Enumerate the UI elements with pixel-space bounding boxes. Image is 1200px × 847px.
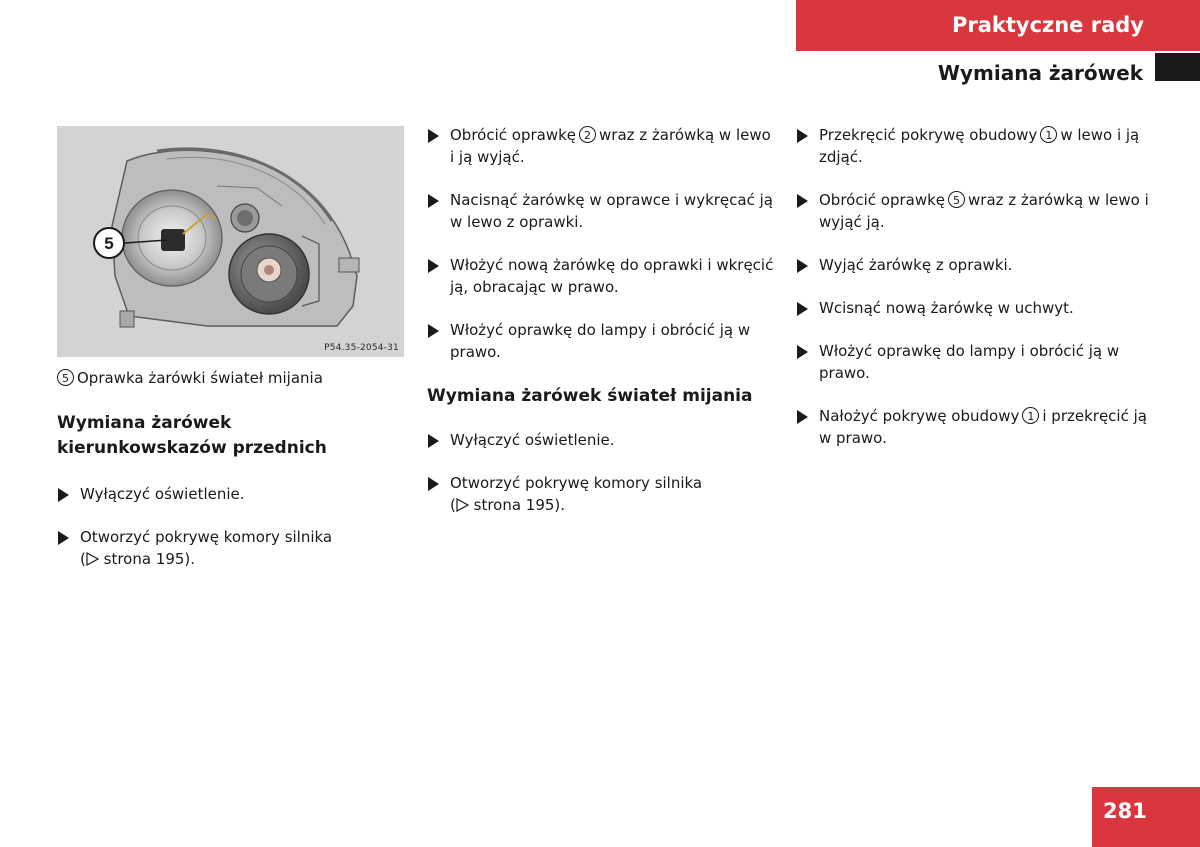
list-item [796,189,1151,233]
list-item [796,124,1151,168]
list-item [796,297,1151,319]
page-reference-icon [456,498,469,512]
list-item [427,189,777,233]
step-text: Otworzyć pokrywę komory silnika [80,528,333,546]
caption-text: Oprawka żarówki świateł mijania [77,369,323,387]
list-item [796,405,1151,449]
low-beam-section-title: Wymiana żarówek świateł mijania [427,386,753,406]
ref-open: ( [80,550,86,568]
step-arrow-icon [797,345,808,359]
step-arrow-icon [428,194,439,208]
step-text: i przekręcić ją w prawo. [819,407,1147,447]
step-arrow-icon [58,531,69,545]
section-header-tab [796,0,1200,51]
callout-number: 5 [104,234,114,253]
step-arrow-icon [428,324,439,338]
ref-open: ( [450,496,456,514]
step-text: Nacisnąć żarówkę w oprawce i wykręcać ją w lewo z oprawki. [450,191,773,231]
right-column [796,124,1151,470]
step-text: wraz z żarówką w lewo i wyjąć ją. [819,191,1149,231]
figure-code: P54.35-2054-31 [324,343,399,353]
page-number-tab [1092,787,1200,847]
headlamp-illustration [57,126,404,357]
circled-number: 1 [1022,407,1039,424]
page-reference-link[interactable]: strona 195). [468,496,566,514]
step-text: Włożyć oprawkę do lampy i obrócić ją w prawo. [819,342,1120,382]
step-arrow-icon [428,129,439,143]
step-arrow-icon [428,477,439,491]
step-arrow-icon [797,129,808,143]
step-arrow-icon [797,259,808,273]
step-arrow-icon [58,488,69,502]
step-text: Wyjąć żarówkę z oprawki. [819,256,1013,274]
step-text: wraz z żarówką w lewo i ją wyjąć. [450,126,771,166]
page-reference-icon [86,552,99,566]
step-text: Wyłączyć oświetlenie. [450,431,615,449]
step-text: Obrócić oprawkę [450,126,577,144]
circled-number: 5 [948,191,965,208]
step-text: Włożyć oprawkę do lampy i obrócić ją w prawo. [450,321,751,361]
list-item [427,254,777,298]
left-column [57,367,397,591]
circled-number: 1 [1040,126,1057,143]
step-arrow-icon [797,410,808,424]
step-text: Otworzyć pokrywę komory silnika [450,474,703,492]
step-text: w lewo i ją zdjąć. [819,126,1140,166]
circled-number: 5 [57,369,74,386]
page-reference-link[interactable]: strona 195). [98,550,196,568]
step-text: Nałożyć pokrywę obudowy [819,407,1020,425]
middle-column [427,124,777,537]
list-item [427,429,777,451]
step-text: Włożyć nową żarówkę do oprawki i wkręcić ją, obracając w prawo. [450,256,774,296]
section-title: Praktyczne rady [951,13,1144,37]
page-number: 281 [1103,799,1147,823]
list-item [427,472,777,516]
step-arrow-icon [428,259,439,273]
figure-caption [57,367,397,389]
headlamp-drawing [57,126,404,357]
step-text: Wyłączyć oświetlenie. [80,485,245,503]
step-arrow-icon [428,434,439,448]
step-text: Obrócić oprawkę [819,191,946,209]
list-item [796,254,1151,276]
list-item [427,124,777,168]
circled-number: 2 [579,126,596,143]
list-item [57,483,397,505]
step-text: Wcisnąć nową żarówkę w uchwyt. [819,299,1074,317]
subsection-marker [1155,53,1200,81]
step-text: Przekręcić pokrywę obudowy [819,126,1038,144]
step-arrow-icon [797,302,808,316]
list-item [796,340,1151,384]
list-item [427,319,777,363]
list-item [57,526,397,570]
step-arrow-icon [797,194,808,208]
subsection-title: Wymiana żarówek [937,61,1143,85]
turn-signal-section-title: Wymiana żarówek kierunkowskazów przednich [57,413,327,458]
